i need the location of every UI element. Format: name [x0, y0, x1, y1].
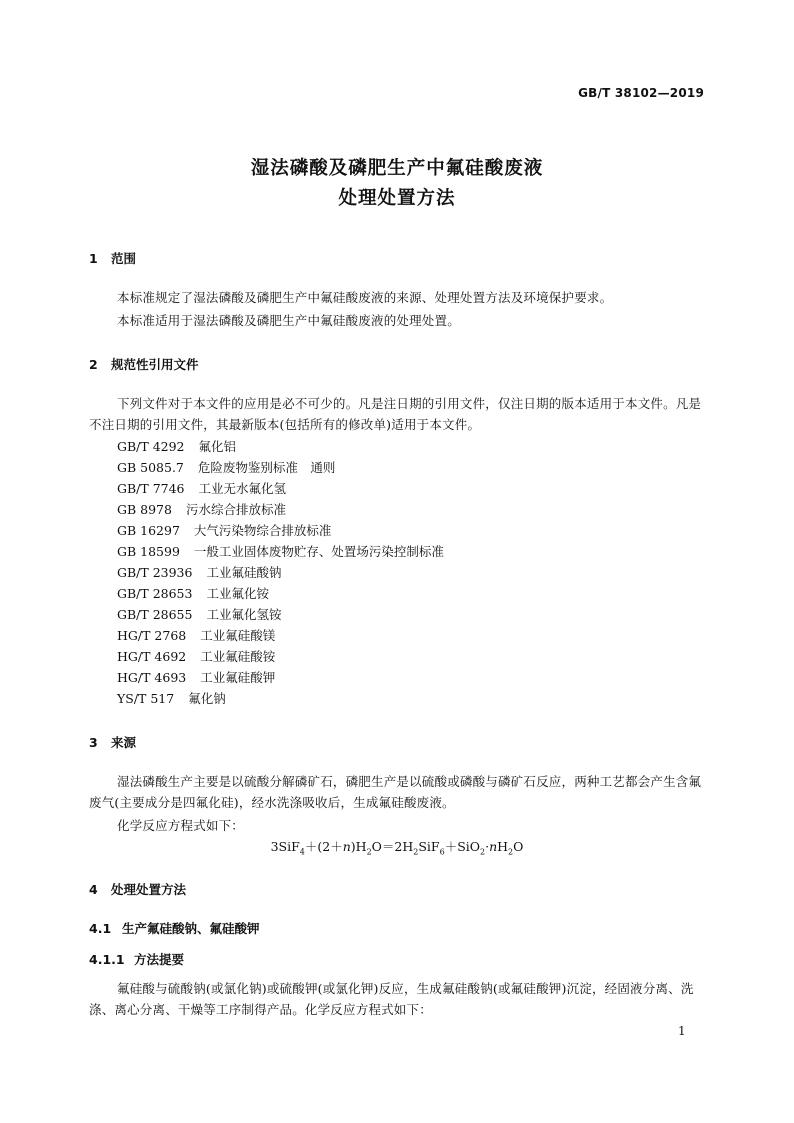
reference-code: HG/T 4693 [117, 670, 187, 685]
reference-item [117, 500, 286, 518]
reference-name: 工业氟硅酸钾 [200, 670, 276, 685]
document-title-line1: 湿法磷酸及磷肥生产中氟硅酸废液 [250, 158, 544, 179]
subsection-number: 4.1.1 [89, 952, 125, 967]
reference-code: HG/T 4692 [117, 649, 187, 664]
reference-item [117, 647, 275, 665]
reference-item [117, 626, 275, 644]
reference-name: 工业氟硅酸钠 [206, 565, 282, 580]
reference-item [117, 479, 286, 497]
reference-name: 危险废物鉴别标准 通则 [197, 460, 336, 475]
reference-name: 工业无水氟化氢 [198, 481, 287, 496]
section-number: 3 [89, 735, 98, 750]
reference-item [117, 458, 335, 476]
reference-name: 工业氟硅酸铵 [200, 649, 276, 664]
page-number: 1 [678, 1024, 686, 1038]
subsection-4-1-1-paragraph: 氟硅酸与硫酸钠(或氯化钠)或硫酸钾(或氯化钾)反应，生成氟硅酸钠(或氟硅酸钾)沉淀，经固液分离、洗涤、离心分离、干燥等工序制得产品。化学反应方程式如下： [89, 981, 694, 1017]
reference-item [117, 605, 281, 623]
reference-code: GB/T 28655 [117, 607, 193, 622]
reference-code: HG/T 2768 [117, 628, 187, 643]
reference-item [117, 563, 281, 581]
reference-name: 工业氟硅酸镁 [200, 628, 276, 643]
reference-name: 大气污染物综合排放标准 [193, 523, 332, 538]
section-number: 4 [89, 882, 98, 897]
reference-code: GB/T 7746 [117, 481, 185, 496]
reference-name: 工业氟化氢铵 [206, 607, 282, 622]
section-number: 1 [89, 251, 98, 266]
section-2-intro: 下列文件对于本文件的应用是必不可少的。凡是注日期的引用文件，仅注日期的版本适用于本文件。凡是不注日期的引用文件，其最新版本(包括所有的修改单)适用于本文件。 [89, 396, 702, 432]
section-title: 规范性引用文件 [111, 357, 199, 372]
reference-code: GB/T 23936 [117, 565, 193, 580]
subsection-4-1-1-heading [89, 950, 184, 968]
reference-item [117, 584, 269, 602]
section-title: 处理处置方法 [111, 882, 187, 897]
reference-item [117, 668, 275, 686]
reference-code: GB 16297 [117, 523, 180, 538]
reference-item [117, 521, 331, 539]
reference-code: GB 18599 [117, 544, 180, 559]
reference-name: 氟化钠 [188, 691, 226, 706]
section-3-paragraph-1: 湿法磷酸生产主要是以硫酸分解磷矿石，磷肥生产是以硫酸或磷酸与磷矿石反应，两种工艺都会产生含氟废气(主要成分是四氟化硅)，经水洗涤吸收后，生成氟硅酸废液。 [89, 774, 702, 810]
subsection-number: 4.1 [89, 921, 112, 936]
reference-code: GB/T 4292 [117, 439, 185, 454]
section-4-heading [89, 880, 186, 898]
chemical-equation: $3SiF_4+(2+n)H_2O=2H_2SiF_6+SiO_2\cdot nH_2O$ [270, 839, 524, 857]
section-title: 范围 [111, 251, 137, 266]
reference-code: YS/T 517 [117, 691, 175, 706]
section-1-paragraph-1: 本标准规定了湿法磷酸及磷肥生产中氟硅酸废液的来源、处理处置方法及环境保护要求。 [117, 290, 613, 305]
section-3-paragraph-2: 化学反应方程式如下： [117, 818, 245, 833]
section-2-heading [89, 355, 199, 373]
subsection-title: 生产氟硅酸钠、氟硅酸钾 [122, 921, 260, 936]
reference-item [117, 437, 236, 455]
section-1-paragraph-2: 本标准适用于湿法磷酸及磷肥生产中氟硅酸废液的处理处置。 [117, 313, 460, 328]
reference-code: GB/T 28653 [117, 586, 193, 601]
reference-name: 氟化铝 [198, 439, 237, 454]
reference-item [117, 689, 226, 707]
reference-name: 污水综合排放标准 [185, 502, 286, 517]
reference-code: GB 8978 [117, 502, 172, 517]
section-number: 2 [89, 357, 98, 372]
section-1-heading [89, 249, 136, 267]
standard-number: GB/T 38102—2019 [578, 86, 704, 100]
section-3-heading [89, 733, 136, 751]
reference-name: 一般工业固体废物贮存、处置场污染控制标准 [193, 544, 444, 559]
subsection-title: 方法提要 [134, 952, 185, 967]
subsection-4-1-heading [89, 919, 260, 937]
document-title-line2: 处理处置方法 [338, 188, 456, 209]
reference-item [117, 542, 444, 560]
reference-name: 工业氟化铵 [206, 586, 269, 601]
section-title: 来源 [111, 735, 137, 750]
reference-code: GB 5085.7 [117, 460, 184, 475]
